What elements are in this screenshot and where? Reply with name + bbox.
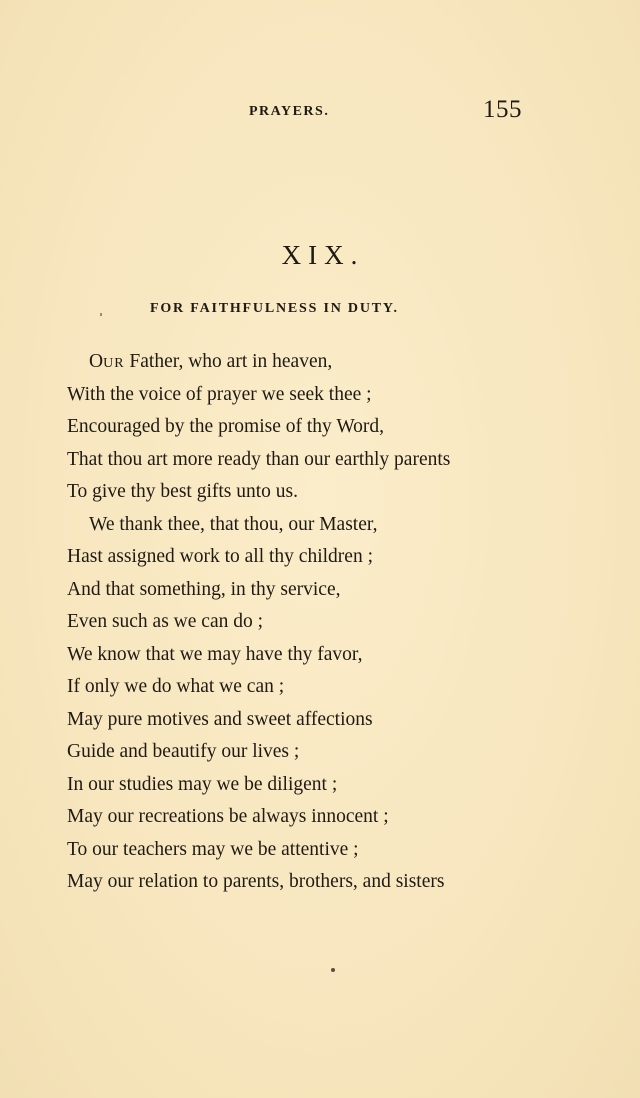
text-line: To give thy best gifts unto us. bbox=[67, 481, 299, 502]
text-line: May our relation to parents, brothers, and sisters bbox=[67, 871, 445, 892]
text-line: And that something, in thy service, bbox=[67, 578, 341, 600]
section-title: FOR FAITHFULNESS IN DUTY. bbox=[150, 301, 399, 316]
ink-speck bbox=[331, 968, 335, 972]
prayer-text bbox=[0, 346, 640, 899]
text-line: If only we do what we can ; bbox=[67, 676, 285, 697]
text-line: To our teachers may we be attentive ; bbox=[67, 838, 359, 860]
text-line-first bbox=[0, 346, 640, 379]
text-line: Guide and beautify our lives ; bbox=[67, 741, 300, 762]
text-line: Encouraged by the promise of thy Word, bbox=[67, 416, 385, 437]
print-speck bbox=[100, 313, 102, 316]
text-line: We know that we may have thy favor, bbox=[67, 643, 363, 665]
running-head: PRAYERS. bbox=[249, 104, 330, 119]
section-number: XIX. bbox=[281, 240, 365, 270]
lead-small-caps: UR bbox=[103, 356, 125, 371]
lead-capital: O bbox=[89, 351, 104, 372]
text-line: We thank thee, that thou, our Master, bbox=[89, 513, 378, 535]
text-line: May our recreations be always innocent ; bbox=[67, 806, 389, 827]
text-line: In our studies may we be diligent ; bbox=[67, 773, 338, 795]
first-line-rest: Father, who art in heaven, bbox=[124, 351, 333, 372]
text-line: Hast assigned work to all thy children ; bbox=[67, 546, 373, 567]
page-number: 155 bbox=[483, 96, 522, 123]
text-line: That thou art more ready than our earthly parents bbox=[67, 448, 451, 470]
text-line: With the voice of prayer we seek thee ; bbox=[67, 383, 372, 405]
text-line: Even such as we can do ; bbox=[67, 611, 264, 632]
text-line: May pure motives and sweet affections bbox=[67, 708, 373, 730]
